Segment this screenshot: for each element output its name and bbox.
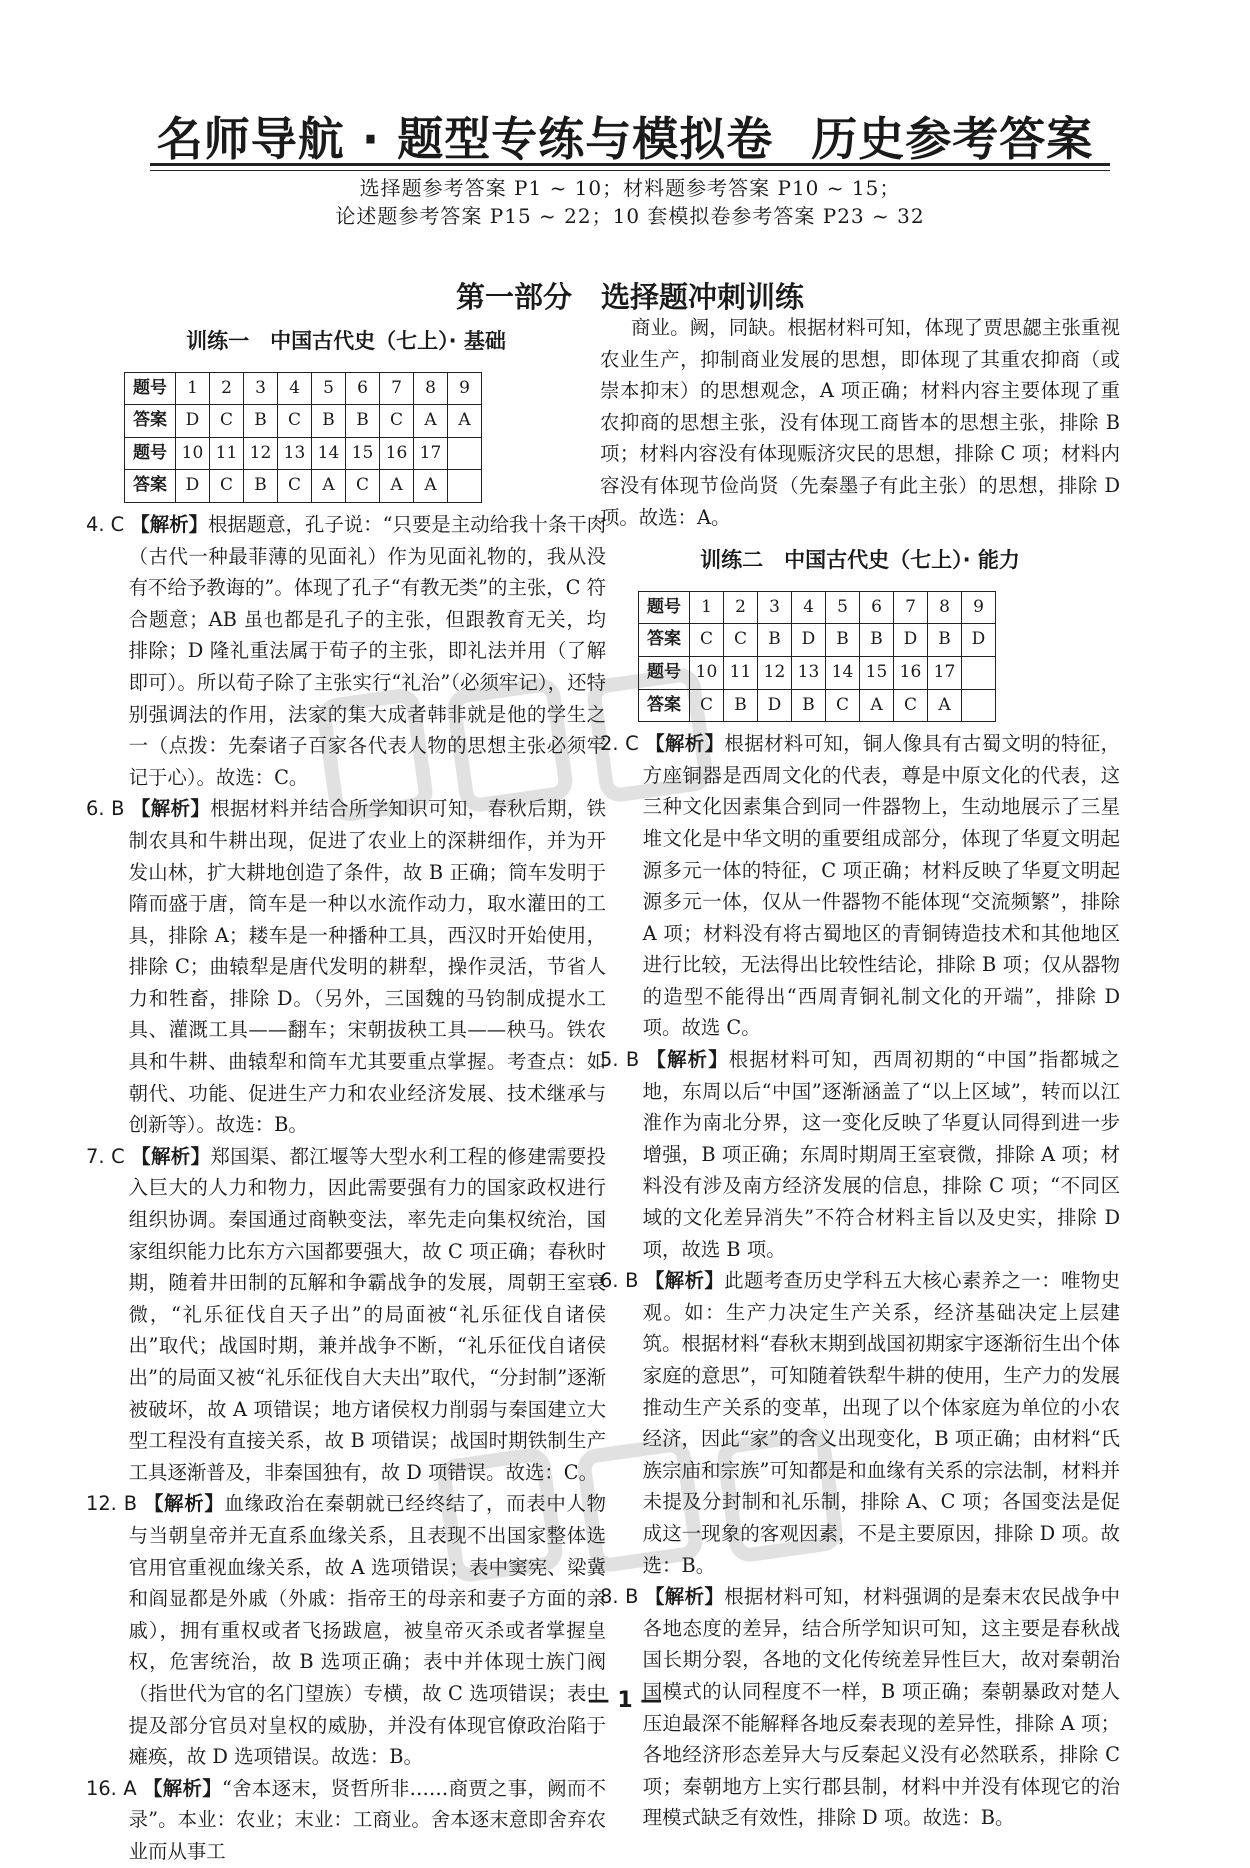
table-row [125,372,482,405]
table-cell: C [690,624,724,657]
table-cell: 12 [758,656,792,689]
table-cell: 9 [962,591,996,624]
table-cell: A [448,405,482,438]
table-cell: C [210,405,244,438]
table-cell: A [312,470,346,503]
table-cell: B [792,689,826,722]
table-cell: 13 [792,656,826,689]
left-column [86,312,606,1868]
title-rule [150,163,1110,171]
answer-item: 5. B 【解析】根据材料可知，西周初期的“中国”指都城之地，东周以后“中国”逐渐涵盖了“以上区域”，转而以江淮作为南北分界，这一变化反映了华夏认同得到进一步增强，B 项正确；东周时期周王室衰微，排除 A 项；材料没有涉及南方经济发展的信息，排除 C 项；“不同区域的文化差异消失”不符合材料主旨以及史实，排除 D 项，故选 B 项。 [600,1048,1121,1261]
table-cell [962,656,996,689]
table-cell: A [928,689,962,722]
table-cell: 2 [724,591,758,624]
index-line-1: 选择题参考答案 P1 ~ 10；材料题参考答案 P10 ~ 15； [359,176,901,200]
page-title: 名师导航 · 题型专练与模拟卷 历史参考答案 [156,112,1094,166]
table-cell: 题号 [639,656,690,689]
table-row [125,470,482,503]
table-cell: D [894,624,928,657]
table-cell: B [312,405,346,438]
table-cell: 11 [724,656,758,689]
table-cell: A [860,689,894,722]
table-cell: D [792,624,826,657]
training1-heading: 训练一 中国古代史（七上）· 基础 [186,329,506,353]
answer-item: 16. A 【解析】“舍本逐末，贤哲所非……商贾之事，阙而不录”。本业：农业；末业：工商业。舍本逐末意即舍弃农业而从事工 [86,1776,606,1863]
table-cell: 8 [928,591,962,624]
table-cell: 1 [176,372,210,405]
table-cell: A [414,470,448,503]
answer-item: 4. C 【解析】根据题意，孔子说：“只要是主动给我十条干肉（古代一种最菲薄的见面礼）作为见面礼物的，我从没有不给予教诲的”。体现了孔子“有教无类”的主张，C 符合题意；AB 虽也都是孔子的主张，但跟教育无关，均排除；D 隆礼重法属于荀子的主张，即礼法并用（了解即可）。所以荀子除了主张实行“礼治”（必须牢记），还特别强调法的作用，法家的集大成者韩非就是他的学生之一（点拨：先秦诸子百家各代表人物的思想主张必须牢记于心）。故选：C。 [86,512,607,789]
table-cell: 15 [346,437,380,470]
table-cell: C [210,470,244,503]
table-cell: B [758,624,792,657]
table-row [125,405,482,438]
table-cell: 4 [278,372,312,405]
table-cell: 题号 [125,437,176,470]
table-cell: 7 [894,591,928,624]
table-cell: 答案 [639,689,690,722]
table-cell: 14 [312,437,346,470]
table-cell: 9 [448,372,482,405]
answer-item: 8. B 【解析】根据材料可知，材料强调的是秦末农民战争中各地态度的差异，结合所学知识可知，这主要是春秋战国长期分裂，各地的文化传统差异性巨大，故对秦朝治国模式的认同程度不一样，B 项正确；秦朝暴政对楚人压迫最深不能解释各地反秦表现的差异性，排除 A 项；各地经济形态差异大与反秦起义没有必然联系，排除 C 项；秦朝地方上实行郡县制，材料中并没有体现它的治理模式缺乏有效性，排除 D 项。故选：B。 [600,1585,1121,1830]
answer-item: 6. B 【解析】根据材料并结合所学知识可知，春秋后期，铁制农具和牛耕出现，促进了农业上的深耕细作，并为开发山林，扩大耕地创造了条件，故 B 正确；筒车发明于隋而盛于唐，筒车是一种以水流作动力，取水灌田的工具，排除 A；耧车是一种播种工具，西汉时开始使用，排除 C；曲辕犁是唐代发明的耕犁，操作灵活，节省人力和牲畜，排除 D。（另外，三国魏的马钧制成提水工具、灌溉工具——翻车；宋朝拔秧工具——秧马。铁农具和牛耕、曲辕犁和筒车尤其要重点掌握。考查点：如朝代、功能、促进生产力和农业经济发展、技术继承与创新等）。故选：B。 [86,797,607,1137]
table-cell: 5 [826,591,860,624]
table-cell: 5 [312,372,346,405]
answer-item: 12. B 【解析】血缘政治在秦朝就已经终结了，而表中人物与当朝皇帝并无直系血缘关系，且表现不出国家整体选官用官重视血缘关系，故 A 选项错误；表中窦宪、梁冀和阎显都是外戚（外戚：指帝王的母亲和妻子方面的亲戚），拥有重权或者飞扬跋扈，被皇帝灭杀或者掌握皇权，危害统治，故 B 选项正确；表中并体现士族门阀（指世代为官的名门望族）专横，故 C 选项错误；表中提及部分官员对皇权的威胁，并没有体现官僚政治陷于瘫痪，故 D 选项错误。故选：B。 [86,1492,607,1769]
answer-item: 7. C 【解析】郑国渠、都江堰等大型水利工程的修建需要投入巨大的人力和物力，因此需要强有力的国家政权进行组织协调。秦国通过商鞅变法，率先走向集权统治，国家组织能力比东方六国都要强大，故 C 项正确；春秋时期，随着井田制的瓦解和争霸战争的发展，周朝王室衰微，“礼乐征伐自天子出”的局面被“礼乐征伐自诸侯出”取代；战国时期，兼并战争不断，“礼乐征伐自诸侯出”的局面又被“礼乐征伐自大夫出”取代，“分封制”逐渐被破坏，故 A 项错误；地方诸侯权力削弱与秦国建立大型工程没有直接关系，故 B 项错误；战国时期铁制生产工具逐渐普及，非秦国独有，故 D 项错误。故选：C。 [86,1144,606,1484]
table-cell: 3 [244,372,278,405]
index-line-2: 论述题参考答案 P15 ~ 22；10 套模拟卷参考答案 P23 ~ 32 [335,204,925,228]
table-cell: 题号 [639,591,690,624]
table-cell [962,689,996,722]
table-cell: D [176,470,210,503]
table-cell: C [724,624,758,657]
table-cell: 答案 [125,470,176,503]
table-cell: D [176,405,210,438]
part-title: 第一部分 选择题冲刺训练 [455,280,804,314]
table-cell: 15 [860,656,894,689]
table-cell: 17 [928,656,962,689]
training2-heading: 训练二 中国古代史（七上）· 能力 [700,548,1020,573]
table-row [639,656,996,689]
table-cell: B [724,689,758,722]
table-cell: D [758,689,792,722]
table-cell: B [244,405,278,438]
table-cell: B [244,470,278,503]
table-cell [448,470,482,503]
table-cell: C [346,470,380,503]
table-row [639,624,996,657]
table-cell: B [826,624,860,657]
table-cell: A [380,470,414,503]
table-cell [448,437,482,470]
table-cell: C [278,405,312,438]
table-cell: C [380,405,414,438]
right-column [600,312,1120,1834]
table-cell: 13 [278,437,312,470]
table-cell: 11 [210,437,244,470]
table-cell: 6 [346,372,380,405]
table-cell: 答案 [125,405,176,438]
table-cell: 7 [380,372,414,405]
page-number: — 1 — [587,1688,663,1713]
table-cell: A [414,405,448,438]
table-cell: 10 [690,656,724,689]
table-cell: 6 [860,591,894,624]
table-row [639,689,996,722]
table-cell: 题号 [125,372,176,405]
table-cell: 3 [758,591,792,624]
table-cell: D [962,624,996,657]
table-cell: 4 [792,591,826,624]
table-cell: B [860,624,894,657]
table-cell: B [346,405,380,438]
answer-item: 2. C 【解析】根据材料可知，铜人像具有古蜀文明的特征，方座铜器是西周文化的代表，尊是中原文化的代表，这三种文化因素集合到同一件器物上，生动地展示了三星堆文化是中华文明的重要组成部分，体现了华夏文明起源多元一体的特征，C 项正确；材料反映了华夏文明起源多元一体，仅从一件器物不能体现“交流频繁”，排除 A 项；材料没有将古蜀地区的青铜铸造技术和其他地区进行比较，无法得出比较性结论，排除 B 项；仅从器物的造型不能得出“西周青铜礼制文化的开端”，排除 D 项。故选 C。 [600,732,1120,1040]
table-cell: 17 [414,437,448,470]
training2-answer-table [638,591,996,722]
table-cell: 16 [380,437,414,470]
table-cell: 12 [244,437,278,470]
training1-answer-table [124,372,482,503]
table-cell: C [278,470,312,503]
table-cell: C [690,689,724,722]
table-cell: 16 [894,656,928,689]
answer-continuation: 商业。阙，同缺。根据材料可知，体现了贾思勰主张重视农业生产，抑制商业发展的思想，即体现了其重农抑商（或崇本抑末）的思想观念，A 项正确；材料内容主要体现了重农抑商的思想主张，没有体现工商皆本的思想主张，排除 B 项；材料内容没有体现赈济灾民的思想，排除 C 项；材料内容没有体现节俭尚贤（先秦墨子有此主张）的思想，排除 D 项。故选：A。 [600,316,1120,529]
table-cell: B [928,624,962,657]
table-cell: 2 [210,372,244,405]
table-row [125,437,482,470]
table-cell: C [894,689,928,722]
table-cell: 1 [690,591,724,624]
table-cell: 答案 [639,624,690,657]
table-cell: C [826,689,860,722]
answer-item: 6. B 【解析】此题考查历史学科五大核心素养之一：唯物史观。如：生产力决定生产关系，经济基础决定上层建筑。根据材料“春秋末期到战国初期家宇逐渐衍生出个体家庭的意思”，可知随着铁犁牛耕的使用，生产力的发展推动生产关系的变革，出现了以个体家庭为单位的小农经济，因此“家”的含义出现变化，B 项正确；由材料“氏族宗庙和宗族”可知都是和血缘有关系的宗法制，材料并未提及分封制和礼乐制，排除 A、C 项；各国变法是促成这一现象的客观因素，不是主要原因，排除 D 项。故选：B。 [600,1269,1121,1577]
table-row [639,591,996,624]
table-cell: 10 [176,437,210,470]
table-cell: 14 [826,656,860,689]
table-cell: 8 [414,372,448,405]
